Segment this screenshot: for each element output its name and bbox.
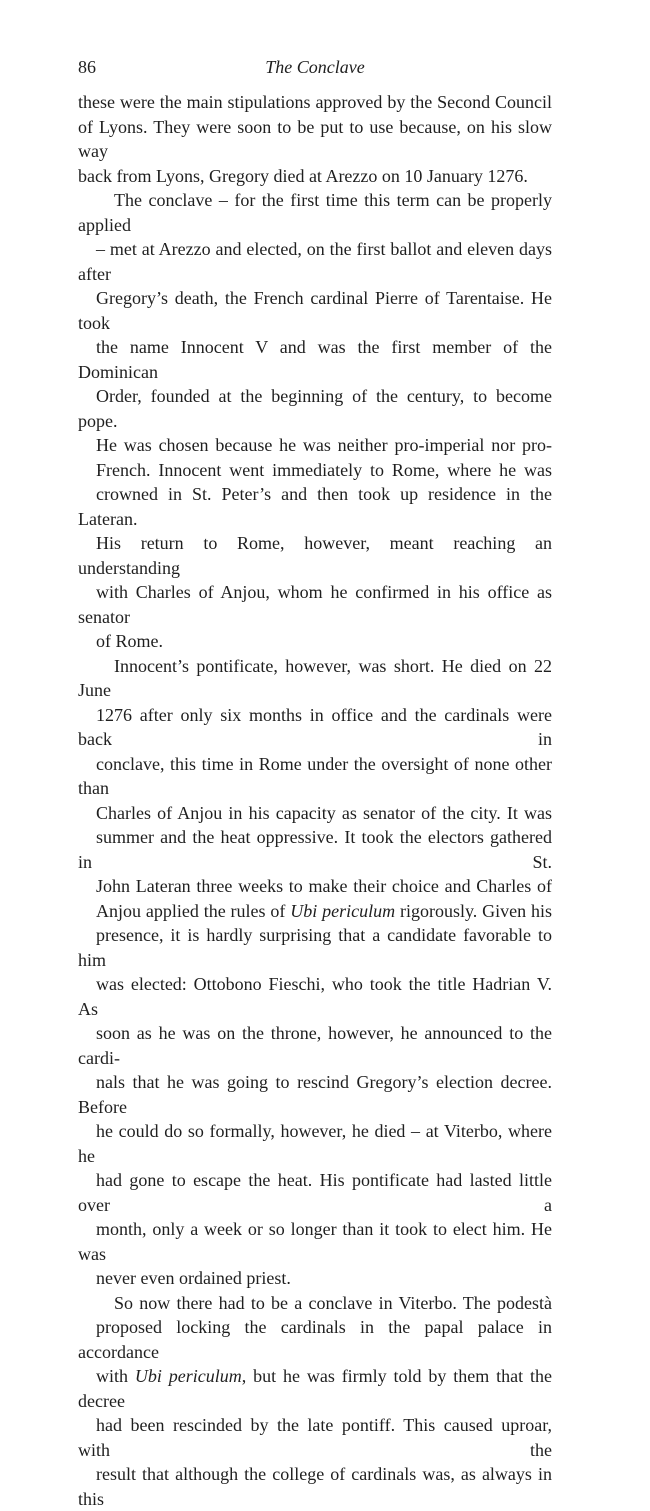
text-line: [78, 923, 552, 972]
text-run: these were the main stipulations approved by the Second Council: [78, 92, 552, 112]
text-run: Gregory’s death, the French cardinal Pierre of Tarentaise. He took: [78, 288, 552, 333]
text-run: back from Lyons, Gregory died at Arezzo on 10 January 1276.: [78, 166, 528, 186]
text-run: proposed locking the cardinals in the papal palace in accordance: [78, 1317, 552, 1362]
running-title: The Conclave: [78, 54, 552, 80]
text-line: [78, 874, 552, 899]
paragraph: [78, 1291, 552, 1511]
italic-title: Ubi periculum: [290, 901, 395, 921]
page-number: 86: [78, 54, 96, 80]
running-head: [78, 54, 552, 84]
text-line: [78, 1070, 552, 1119]
text-run: – met at Arezzo and elected, on the first ballot and eleven days after: [78, 239, 552, 284]
text-run: rigorously. Given his: [395, 901, 552, 921]
text-line: [78, 237, 552, 286]
text-line: [78, 629, 552, 654]
text-line: [78, 1266, 552, 1291]
text-run: result that although the college of cardinals was, as always in this: [78, 1464, 552, 1509]
text-line: [78, 115, 552, 164]
text-line: [78, 286, 552, 335]
paragraph: [78, 90, 552, 188]
paragraph: [78, 188, 552, 654]
text-run: had been rescinded by the late pontiff. This caused uproar, with the: [78, 1415, 552, 1460]
text-run: the name Innocent V and was the first member of the Dominican: [78, 337, 552, 382]
text-line: [78, 1168, 552, 1217]
text-run: of Rome.: [96, 631, 163, 651]
text-run: Innocent’s pontificate, however, was short. He died on 22 June: [78, 656, 552, 701]
text-run: presence, it is hardly surprising that a candidate favorable to him: [78, 925, 552, 970]
text-run: The conclave – for the first time this term can be properly applied: [78, 190, 552, 235]
text-run: He was chosen because he was neither pro-imperial nor pro-: [96, 435, 552, 455]
text-line: [78, 188, 552, 237]
text-line: [78, 1413, 552, 1462]
text-run: crowned in St. Peter’s and then took up residence in the Lateran.: [78, 484, 552, 529]
text-run: was elected: Ottobono Fieschi, who took the title Hadrian V. As: [78, 974, 552, 1019]
text-run: summer and the heat oppressive. It took the electors gathered in St.: [78, 827, 552, 872]
text-line: [78, 703, 552, 752]
text-line: [78, 384, 552, 433]
text-line: [78, 1462, 552, 1511]
body-text: [78, 90, 552, 1511]
text-line: [78, 1364, 552, 1413]
text-run: soon as he was on the throne, however, he announced to the cardi-: [78, 1023, 552, 1068]
text-line: [78, 90, 552, 115]
text-run: Anjou applied the rules of: [96, 901, 290, 921]
text-run: had gone to escape the heat. His pontificate had lasted little over a: [78, 1170, 552, 1215]
text-line: [78, 972, 552, 1021]
text-line: [78, 752, 552, 801]
text-line: [78, 825, 552, 874]
text-line: [78, 433, 552, 458]
text-run: 1276 after only six months in office and the cardinals were back in: [78, 705, 552, 750]
text-line: [78, 1291, 552, 1316]
text-line: [78, 1315, 552, 1364]
text-run: of Lyons. They were soon to be put to use because, on his slow way: [78, 117, 552, 162]
text-line: [78, 1021, 552, 1070]
text-line: [78, 531, 552, 580]
text-run: French. Innocent went immediately to Rome, where he was: [96, 460, 552, 480]
text-line: [78, 335, 552, 384]
text-line: [78, 482, 552, 531]
text-line: [78, 164, 552, 189]
text-run: conclave, this time in Rome under the oversight of none other than: [78, 754, 552, 799]
text-run: So now there had to be a conclave in Viterbo. The podestà: [114, 1293, 552, 1313]
text-line: [78, 899, 552, 924]
text-line: [78, 1119, 552, 1168]
text-run: he could do so formally, however, he died – at Viterbo, where he: [78, 1121, 552, 1166]
text-run: with: [96, 1366, 135, 1386]
text-line: [78, 654, 552, 703]
text-run: Charles of Anjou in his capacity as senator of the city. It was: [96, 803, 552, 823]
text-run: Order, founded at the beginning of the century, to become pope.: [78, 386, 552, 431]
italic-title: Ubi periculum: [135, 1366, 242, 1386]
text-run: nals that he was going to rescind Gregory’s election decree. Before: [78, 1072, 552, 1117]
text-run: John Lateran three weeks to make their choice and Charles of: [96, 876, 552, 896]
text-run: month, only a week or so longer than it took to elect him. He was: [78, 1219, 552, 1264]
text-line: [78, 580, 552, 629]
text-run: His return to Rome, however, meant reaching an understanding: [78, 533, 552, 578]
text-line: [78, 1217, 552, 1266]
text-line: [78, 458, 552, 483]
text-line: [78, 801, 552, 826]
text-run: , but he was firmly told by them that the decree: [78, 1366, 552, 1411]
text-run: never even ordained priest.: [96, 1268, 291, 1288]
text-run: with Charles of Anjou, whom he confirmed in his office as senator: [78, 582, 552, 627]
paragraph: [78, 654, 552, 1291]
